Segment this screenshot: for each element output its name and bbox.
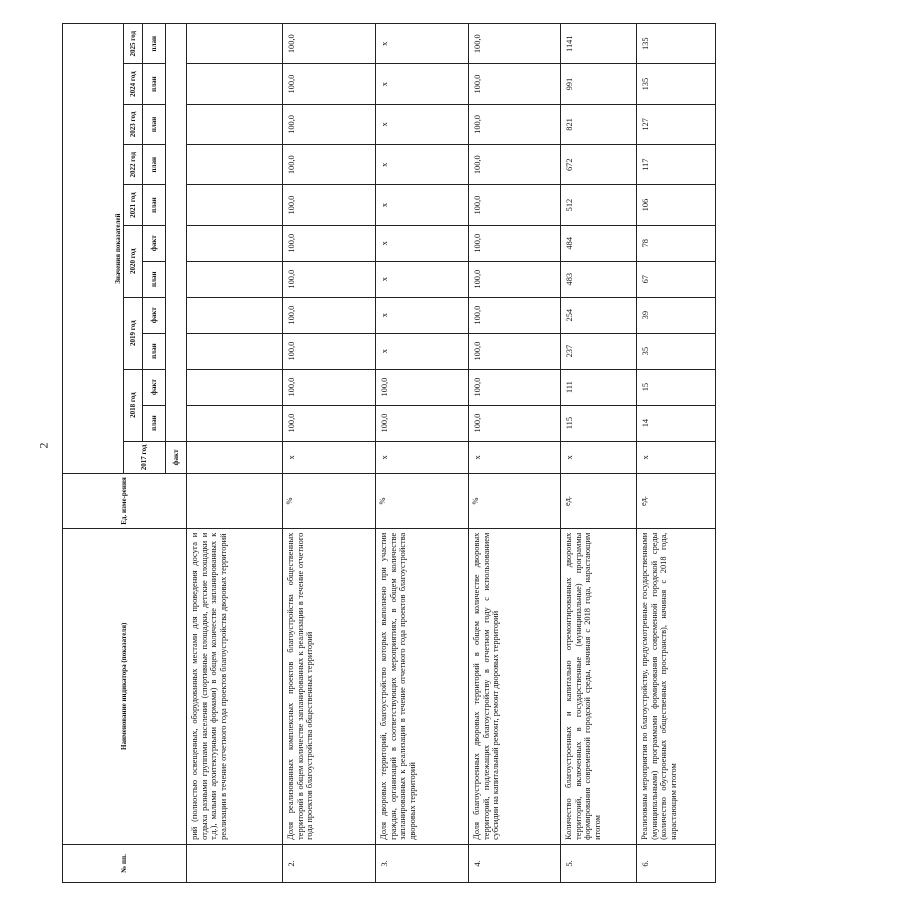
value-cell: x: [376, 185, 469, 225]
value-cell: 100,0: [283, 297, 376, 333]
value-cell: 100,0: [283, 333, 376, 369]
value-cell: 100,0: [469, 297, 561, 333]
row-unit: [187, 474, 283, 529]
row-number: 3.: [376, 844, 469, 882]
value-cell: x: [376, 441, 469, 474]
row-number: 2.: [283, 844, 376, 882]
value-cell: 127: [637, 104, 716, 144]
document-page: [62, 23, 922, 873]
value-cell: x: [469, 441, 561, 474]
value-cell: x: [376, 104, 469, 144]
value-cell: x: [376, 297, 469, 333]
value-cell: [187, 225, 283, 261]
row-description: Доля дворовых территорий, благоустройство которых выполнено при участии граждан, организаций в соответствующих мероприятиях, в общем количестве запланированных к реализации в течение отчетного года проектов благоустройства дворовых территорий: [376, 528, 469, 844]
value-cell: 100,0: [376, 369, 469, 405]
value-cell: 100,0: [469, 24, 561, 64]
indicator-table: [62, 23, 716, 883]
table-row: [187, 24, 283, 883]
year-2025: 2025 год: [124, 24, 143, 64]
sub-2025-plan: план: [143, 24, 166, 64]
year-2023: 2023 год: [124, 104, 143, 144]
value-cell: 100,0: [283, 405, 376, 441]
value-cell: 115: [561, 405, 637, 441]
row-number: 6.: [637, 844, 716, 882]
year-2020: 2020 год: [124, 225, 143, 297]
value-cell: x: [283, 441, 376, 474]
col-header-values: Значения показателей: [63, 24, 124, 474]
value-cell: 135: [637, 64, 716, 104]
value-cell: 484: [561, 225, 637, 261]
table-row: [283, 24, 376, 883]
col-header-unit: Ед. изме-рения: [63, 474, 187, 529]
header-blank-row: [166, 24, 187, 442]
year-2022: 2022 год: [124, 145, 143, 185]
value-cell: 100,0: [283, 64, 376, 104]
value-cell: 237: [561, 333, 637, 369]
value-cell: 100,0: [283, 104, 376, 144]
row-unit: ед.: [561, 474, 637, 529]
row-description: рий (полностью освещенных, оборудованных местами для проведения досуга и отдыха разными группами населения (спортивные площадки, детские площадки и т.д.), малыми архитектурными формами) в общем количестве запланированных к реализации в течение отчетного года проектов благоустройства дворовых территорий: [187, 528, 283, 844]
value-cell: 15: [637, 369, 716, 405]
value-cell: x: [376, 64, 469, 104]
value-cell: 100,0: [469, 104, 561, 144]
sub-2020-fact: факт: [143, 225, 166, 261]
value-cell: [187, 24, 283, 64]
rotated-table-wrapper: [62, 23, 678, 883]
value-cell: [187, 333, 283, 369]
row-unit: ед.: [637, 474, 716, 529]
table-row: [376, 24, 469, 883]
sub-2017-fact: факт: [166, 441, 187, 474]
value-cell: [187, 405, 283, 441]
row-number: [187, 844, 283, 882]
value-cell: 100,0: [283, 24, 376, 64]
value-cell: x: [376, 24, 469, 64]
table-row: [469, 24, 561, 883]
row-description: Количество благоустроенных и капитально отремонтированных дворовых территорий, включенных в государственные (муниципальные) программы формирования современной городской среды, начиная с 2018 года, нарастающим итогом: [561, 528, 637, 844]
value-cell: 100,0: [469, 369, 561, 405]
value-cell: 100,0: [283, 225, 376, 261]
value-cell: 100,0: [469, 405, 561, 441]
year-2021: 2021 год: [124, 185, 143, 225]
value-cell: [187, 297, 283, 333]
value-cell: [187, 104, 283, 144]
value-cell: 106: [637, 185, 716, 225]
row-description: Доля реализованных комплексных проектов благоустройства общественных территорий в общем количестве запланированных к реализации в течение отчетного года проектов благоустройства общественных территорий: [283, 528, 376, 844]
value-cell: 67: [637, 261, 716, 297]
value-cell: 483: [561, 261, 637, 297]
sub-2024-plan: план: [143, 64, 166, 104]
sub-2019-plan: план: [143, 333, 166, 369]
value-cell: 100,0: [283, 261, 376, 297]
indicator-rows: [187, 24, 716, 883]
value-cell: 39: [637, 297, 716, 333]
value-cell: 78: [637, 225, 716, 261]
value-cell: [187, 441, 283, 474]
value-cell: x: [376, 225, 469, 261]
value-cell: 100,0: [469, 333, 561, 369]
year-2019: 2019 год: [124, 297, 143, 369]
value-cell: 100,0: [469, 64, 561, 104]
value-cell: 100,0: [469, 225, 561, 261]
table-row: [637, 24, 716, 883]
value-cell: 512: [561, 185, 637, 225]
row-unit: %: [283, 474, 376, 529]
value-cell: 100,0: [283, 369, 376, 405]
value-cell: [187, 64, 283, 104]
row-description: Реализованы мероприятия по благоустройству, предусмотренные государственными (муниципальными) программами формирования современной городской среды (количество обустроенных общественных пространств), начиная с 2018 года, нарастающим итогом: [637, 528, 716, 844]
value-cell: 100,0: [469, 145, 561, 185]
value-cell: 1141: [561, 24, 637, 64]
value-cell: 117: [637, 145, 716, 185]
value-cell: 100,0: [283, 185, 376, 225]
col-header-name: Наименование индикатора (показателя): [63, 528, 187, 844]
sub-2020-plan: план: [143, 261, 166, 297]
sub-2021-plan: план: [143, 185, 166, 225]
value-cell: x: [376, 261, 469, 297]
sub-2018-plan: план: [143, 405, 166, 441]
row-unit: %: [376, 474, 469, 529]
value-cell: 100,0: [283, 145, 376, 185]
row-description: Доля благоустроенных дворовых территорий в общем количестве дворовых территорий, подлежащих благоустройству в отчетном году с использованием субсидии на капитальный ремонт, ремонт дворовых территорий: [469, 528, 561, 844]
value-cell: 254: [561, 297, 637, 333]
page-number: 2: [36, 442, 51, 449]
value-cell: 111: [561, 369, 637, 405]
value-cell: 100,0: [376, 405, 469, 441]
value-cell: [187, 369, 283, 405]
year-2017: 2017 год: [124, 441, 166, 474]
value-cell: [187, 261, 283, 297]
sub-2018-fact: факт: [143, 369, 166, 405]
row-number: 4.: [469, 844, 561, 882]
value-cell: x: [637, 441, 716, 474]
value-cell: x: [376, 145, 469, 185]
row-unit: %: [469, 474, 561, 529]
value-cell: 135: [637, 24, 716, 64]
year-2024: 2024 год: [124, 64, 143, 104]
sub-2023-plan: план: [143, 104, 166, 144]
sub-2019-fact: факт: [143, 297, 166, 333]
value-cell: [187, 145, 283, 185]
value-cell: 821: [561, 104, 637, 144]
value-cell: 672: [561, 145, 637, 185]
value-cell: 991: [561, 64, 637, 104]
sub-2022-plan: план: [143, 145, 166, 185]
col-header-num: № пп.: [63, 844, 187, 882]
value-cell: 100,0: [469, 261, 561, 297]
value-cell: 14: [637, 405, 716, 441]
value-cell: 35: [637, 333, 716, 369]
row-number: 5.: [561, 844, 637, 882]
value-cell: 100,0: [469, 185, 561, 225]
year-2018: 2018 год: [124, 369, 143, 441]
value-cell: x: [561, 441, 637, 474]
value-cell: x: [376, 333, 469, 369]
table-row: [561, 24, 637, 883]
value-cell: [187, 185, 283, 225]
